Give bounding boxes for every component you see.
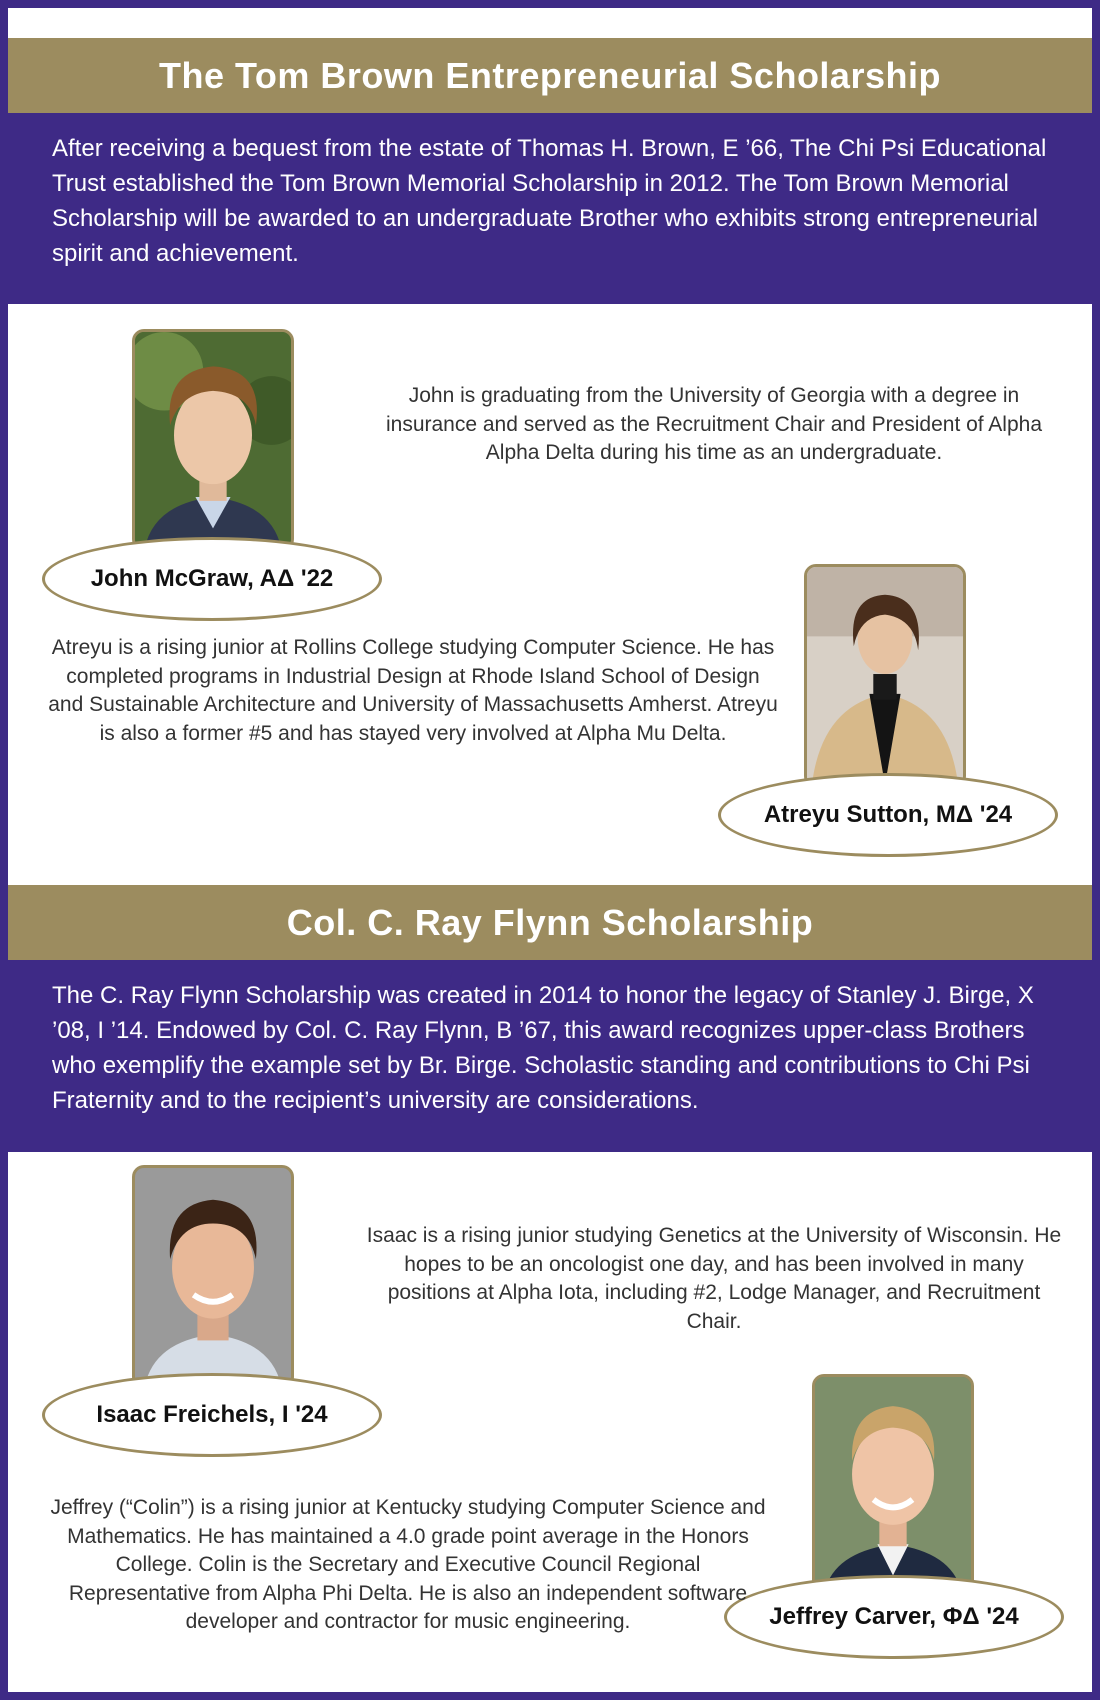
isaac-freichels-name: Isaac Freichels, I '24 [42,1373,382,1457]
john-mcgraw-name: John McGraw, AΔ '22 [42,537,382,621]
jeffrey-carver-name: Jeffrey Carver, ΦΔ '24 [724,1575,1064,1659]
section-description-tom-brown: After receiving a bequest from the estate of Thomas H. Brown, E ’66, The Chi Psi Educational Trust established the Tom Brown Memorial Scholarship in 2012. The Tom Brown Memorial Scholarship will be awarded to an undergraduate Brother who exhibits strong entrepreneurial spirit and achievement. [8,113,1092,304]
atreyu-sutton-name: Atreyu Sutton, MΔ '24 [718,773,1058,857]
jeffrey-carver-bio: Jeffrey (“Colin”) is a rising junior at Kentucky studying Computer Science and Mathematics. He has maintained a 4.0 grade point average in the Honors College. Colin is the Secretary and Executive Council Regional Representative from Alpha Phi Delta. He is also an independent software developer and contractor for music engineering. [50,1496,766,1633]
john-mcgraw-bio: John is graduating from the University of Georgia with a degree in insurance and served as the Recruitment Chair and President of Alpha Alpha Delta during his time as an undergraduate. [385,384,1043,464]
atreyu-sutton-bio: Atreyu is a rising junior at Rollins College studying Computer Science. He has completed programs in Industrial Design at Rhode Island School of Design and Sustainable Architecture and University of Massachusetts Amherst. Atreyu is also a former #5 and has stayed very involved at Alpha Mu Delta. [48,636,778,745]
section-description-flynn: The C. Ray Flynn Scholarship was created in 2014 to honor the legacy of Stanley J. Birge, X ’08, I ’14. Endowed by Col. C. Ray Flynn, B ’67, this award recognizes upper-class Brothers who exemplify the example set by Br. Birge. Scholastic standing and contributions to Chi Psi Fraternity and to the recipient’s university are considerations. [8,960,1092,1152]
section-title-tom-brown: The Tom Brown Entrepreneurial Scholarship [8,38,1092,113]
john-mcgraw-photo [132,329,294,551]
section-title-flynn: Col. C. Ray Flynn Scholarship [8,885,1092,960]
isaac-freichels-bio: Isaac is a rising junior studying Genetics at the University of Wisconsin. He hopes to be an oncologist one day, and has been involved in many positions at Alpha Iota, including #2, Lodge Manager, and Recruitment Chair. [366,1224,1062,1333]
isaac-freichels-photo [132,1165,294,1389]
atreyu-sutton-photo [804,564,966,788]
jeffrey-carver-photo [812,1374,974,1594]
